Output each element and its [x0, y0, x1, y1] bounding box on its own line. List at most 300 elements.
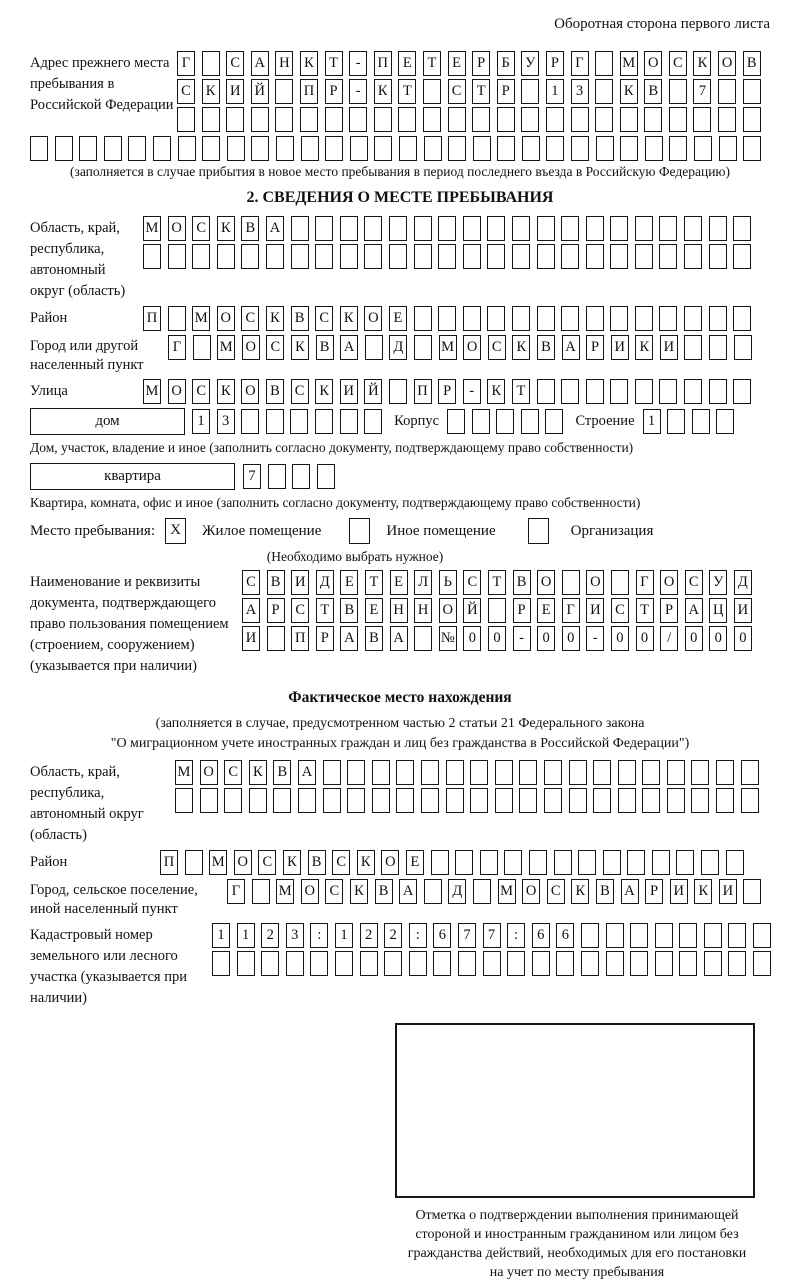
- char-cell[interactable]: У: [521, 51, 539, 76]
- char-cell[interactable]: О: [537, 570, 555, 595]
- char-cell[interactable]: [310, 951, 328, 976]
- char-cell[interactable]: Е: [537, 598, 555, 623]
- char-cell[interactable]: [684, 244, 702, 269]
- char-cell[interactable]: [168, 306, 186, 331]
- char-cell[interactable]: [421, 788, 439, 813]
- char-cell[interactable]: [741, 760, 759, 785]
- char-cell[interactable]: [446, 760, 464, 785]
- char-cell[interactable]: [273, 788, 291, 813]
- checkbox-zhiloe[interactable]: X: [165, 518, 186, 544]
- char-cell[interactable]: П: [374, 51, 392, 76]
- char-cell[interactable]: В: [267, 570, 285, 595]
- char-cell[interactable]: [340, 216, 358, 241]
- char-cell[interactable]: [733, 306, 751, 331]
- char-cell[interactable]: [545, 409, 563, 434]
- char-cell[interactable]: [507, 951, 525, 976]
- char-cell[interactable]: [635, 379, 653, 404]
- char-cell[interactable]: [488, 598, 506, 623]
- char-cell[interactable]: [655, 923, 673, 948]
- char-cell[interactable]: [193, 335, 211, 360]
- char-cell[interactable]: [595, 107, 613, 132]
- char-cell[interactable]: А: [251, 51, 269, 76]
- char-cell[interactable]: Н: [414, 598, 432, 623]
- char-cell[interactable]: [473, 136, 491, 161]
- char-cell[interactable]: Р: [660, 598, 678, 623]
- char-cell[interactable]: К: [571, 879, 589, 904]
- char-cell[interactable]: [374, 107, 392, 132]
- char-cell[interactable]: [414, 244, 432, 269]
- char-cell[interactable]: [743, 107, 761, 132]
- char-cell[interactable]: [446, 788, 464, 813]
- char-cell[interactable]: [716, 788, 734, 813]
- char-cell[interactable]: 0: [562, 626, 580, 651]
- char-cell[interactable]: [267, 626, 285, 651]
- char-cell[interactable]: [644, 107, 662, 132]
- char-cell[interactable]: П: [414, 379, 432, 404]
- char-cell[interactable]: Л: [414, 570, 432, 595]
- char-cell[interactable]: [104, 136, 122, 161]
- char-cell[interactable]: [431, 850, 449, 875]
- char-cell[interactable]: Г: [636, 570, 654, 595]
- char-cell[interactable]: И: [340, 379, 358, 404]
- char-cell[interactable]: [743, 136, 761, 161]
- char-cell[interactable]: [398, 107, 416, 132]
- char-cell[interactable]: Г: [227, 879, 245, 904]
- char-cell[interactable]: [448, 107, 466, 132]
- char-cell[interactable]: [554, 850, 572, 875]
- char-cell[interactable]: [349, 107, 367, 132]
- char-cell[interactable]: С: [325, 879, 343, 904]
- char-cell[interactable]: И: [611, 335, 629, 360]
- char-cell[interactable]: М: [620, 51, 638, 76]
- char-cell[interactable]: О: [381, 850, 399, 875]
- char-cell[interactable]: В: [316, 335, 334, 360]
- char-cell[interactable]: [679, 951, 697, 976]
- char-cell[interactable]: В: [266, 379, 284, 404]
- char-cell[interactable]: М: [217, 335, 235, 360]
- char-cell[interactable]: [472, 409, 490, 434]
- char-cell[interactable]: Й: [251, 79, 269, 104]
- char-cell[interactable]: [268, 464, 286, 489]
- char-cell[interactable]: [438, 244, 456, 269]
- char-cell[interactable]: [423, 79, 441, 104]
- char-cell[interactable]: В: [644, 79, 662, 104]
- char-cell[interactable]: [709, 379, 727, 404]
- char-cell[interactable]: [667, 409, 685, 434]
- char-cell[interactable]: [315, 216, 333, 241]
- char-cell[interactable]: [546, 107, 564, 132]
- char-cell[interactable]: С: [177, 79, 195, 104]
- char-cell[interactable]: [618, 760, 636, 785]
- char-cell[interactable]: А: [298, 760, 316, 785]
- char-cell[interactable]: Р: [546, 51, 564, 76]
- char-cell[interactable]: [414, 306, 432, 331]
- char-cell[interactable]: Г: [571, 51, 589, 76]
- char-cell[interactable]: [704, 951, 722, 976]
- char-cell[interactable]: 1: [212, 923, 230, 948]
- char-cell[interactable]: [315, 409, 333, 434]
- char-cell[interactable]: Т: [316, 598, 334, 623]
- char-cell[interactable]: [537, 379, 555, 404]
- char-cell[interactable]: Р: [316, 626, 334, 651]
- char-cell[interactable]: [596, 136, 614, 161]
- char-cell[interactable]: [561, 216, 579, 241]
- char-cell[interactable]: [447, 409, 465, 434]
- char-cell[interactable]: [237, 951, 255, 976]
- char-cell[interactable]: И: [734, 598, 752, 623]
- char-cell[interactable]: [463, 216, 481, 241]
- char-cell[interactable]: [241, 409, 259, 434]
- char-cell[interactable]: М: [439, 335, 457, 360]
- char-cell[interactable]: [635, 244, 653, 269]
- char-cell[interactable]: С: [448, 79, 466, 104]
- char-cell[interactable]: [414, 626, 432, 651]
- char-cell[interactable]: [733, 244, 751, 269]
- char-cell[interactable]: [448, 136, 466, 161]
- char-cell[interactable]: [669, 107, 687, 132]
- char-cell[interactable]: [521, 79, 539, 104]
- char-cell[interactable]: [177, 107, 195, 132]
- char-cell[interactable]: О: [522, 879, 540, 904]
- char-cell[interactable]: [347, 788, 365, 813]
- char-cell[interactable]: [192, 244, 210, 269]
- char-cell[interactable]: [546, 136, 564, 161]
- char-cell[interactable]: [251, 107, 269, 132]
- char-cell[interactable]: [630, 951, 648, 976]
- char-cell[interactable]: [364, 409, 382, 434]
- char-cell[interactable]: [202, 51, 220, 76]
- char-cell[interactable]: -: [349, 79, 367, 104]
- char-cell[interactable]: [335, 951, 353, 976]
- char-cell[interactable]: [521, 107, 539, 132]
- char-cell[interactable]: М: [192, 306, 210, 331]
- char-cell[interactable]: 6: [556, 923, 574, 948]
- char-cell[interactable]: П: [160, 850, 178, 875]
- char-cell[interactable]: [128, 136, 146, 161]
- char-cell[interactable]: [224, 788, 242, 813]
- char-cell[interactable]: Р: [325, 79, 343, 104]
- char-cell[interactable]: К: [249, 760, 267, 785]
- char-cell[interactable]: С: [463, 570, 481, 595]
- char-cell[interactable]: /: [660, 626, 678, 651]
- char-cell[interactable]: Т: [325, 51, 343, 76]
- char-cell[interactable]: Е: [390, 570, 408, 595]
- char-cell[interactable]: К: [512, 335, 530, 360]
- char-cell[interactable]: [716, 760, 734, 785]
- char-cell[interactable]: И: [586, 598, 604, 623]
- char-cell[interactable]: М: [276, 879, 294, 904]
- char-cell[interactable]: [212, 951, 230, 976]
- char-cell[interactable]: [423, 107, 441, 132]
- char-cell[interactable]: И: [291, 570, 309, 595]
- char-cell[interactable]: [519, 760, 537, 785]
- char-cell[interactable]: [497, 136, 515, 161]
- char-cell[interactable]: Е: [340, 570, 358, 595]
- char-cell[interactable]: Й: [364, 379, 382, 404]
- char-cell[interactable]: [470, 760, 488, 785]
- char-cell[interactable]: К: [300, 51, 318, 76]
- char-cell[interactable]: 7: [243, 464, 261, 489]
- char-cell[interactable]: [569, 760, 587, 785]
- char-cell[interactable]: [350, 136, 368, 161]
- char-cell[interactable]: В: [596, 879, 614, 904]
- char-cell[interactable]: -: [586, 626, 604, 651]
- char-cell[interactable]: С: [192, 216, 210, 241]
- char-cell[interactable]: Д: [389, 335, 407, 360]
- char-cell[interactable]: И: [660, 335, 678, 360]
- char-cell[interactable]: 0: [734, 626, 752, 651]
- char-cell[interactable]: В: [241, 216, 259, 241]
- char-cell[interactable]: :: [507, 923, 525, 948]
- char-cell[interactable]: [655, 951, 673, 976]
- char-cell[interactable]: О: [234, 850, 252, 875]
- char-cell[interactable]: П: [143, 306, 161, 331]
- char-cell[interactable]: [292, 464, 310, 489]
- char-cell[interactable]: [676, 850, 694, 875]
- char-cell[interactable]: А: [621, 879, 639, 904]
- char-cell[interactable]: [298, 788, 316, 813]
- char-cell[interactable]: [652, 850, 670, 875]
- char-cell[interactable]: М: [175, 760, 193, 785]
- char-cell[interactable]: [684, 306, 702, 331]
- char-cell[interactable]: [286, 951, 304, 976]
- char-cell[interactable]: [497, 107, 515, 132]
- char-cell[interactable]: Г: [168, 335, 186, 360]
- char-cell[interactable]: [669, 79, 687, 104]
- char-cell[interactable]: [360, 951, 378, 976]
- char-cell[interactable]: [603, 850, 621, 875]
- char-cell[interactable]: :: [310, 923, 328, 948]
- char-cell[interactable]: 1: [335, 923, 353, 948]
- char-cell[interactable]: Е: [448, 51, 466, 76]
- char-cell[interactable]: [168, 244, 186, 269]
- char-cell[interactable]: К: [635, 335, 653, 360]
- char-cell[interactable]: [556, 951, 574, 976]
- char-cell[interactable]: О: [200, 760, 218, 785]
- char-cell[interactable]: Ц: [709, 598, 727, 623]
- char-cell[interactable]: С: [315, 306, 333, 331]
- char-cell[interactable]: [504, 850, 522, 875]
- char-cell[interactable]: [323, 788, 341, 813]
- char-cell[interactable]: [659, 216, 677, 241]
- char-cell[interactable]: 3: [286, 923, 304, 948]
- char-cell[interactable]: 0: [611, 626, 629, 651]
- char-cell[interactable]: Г: [177, 51, 195, 76]
- char-cell[interactable]: [718, 79, 736, 104]
- char-cell[interactable]: С: [226, 51, 244, 76]
- char-cell[interactable]: В: [743, 51, 761, 76]
- char-cell[interactable]: [627, 850, 645, 875]
- char-cell[interactable]: [728, 923, 746, 948]
- char-cell[interactable]: [496, 409, 514, 434]
- char-cell[interactable]: [389, 379, 407, 404]
- char-cell[interactable]: [323, 760, 341, 785]
- char-cell[interactable]: И: [242, 626, 260, 651]
- char-cell[interactable]: [202, 136, 220, 161]
- char-cell[interactable]: [544, 788, 562, 813]
- char-cell[interactable]: [586, 216, 604, 241]
- char-cell[interactable]: [463, 244, 481, 269]
- char-cell[interactable]: М: [143, 216, 161, 241]
- char-cell[interactable]: [709, 216, 727, 241]
- char-cell[interactable]: [487, 216, 505, 241]
- char-cell[interactable]: [291, 244, 309, 269]
- char-cell[interactable]: Р: [497, 79, 515, 104]
- char-cell[interactable]: 6: [532, 923, 550, 948]
- char-cell[interactable]: [728, 951, 746, 976]
- char-cell[interactable]: [473, 879, 491, 904]
- char-cell[interactable]: [669, 136, 687, 161]
- char-cell[interactable]: [733, 216, 751, 241]
- kvartira-type-box[interactable]: квартира: [30, 463, 235, 490]
- char-cell[interactable]: А: [562, 335, 580, 360]
- char-cell[interactable]: [642, 788, 660, 813]
- char-cell[interactable]: [635, 306, 653, 331]
- char-cell[interactable]: [185, 850, 203, 875]
- char-cell[interactable]: Б: [497, 51, 515, 76]
- char-cell[interactable]: Т: [423, 51, 441, 76]
- char-cell[interactable]: [226, 107, 244, 132]
- char-cell[interactable]: М: [498, 879, 516, 904]
- char-cell[interactable]: С: [685, 570, 703, 595]
- char-cell[interactable]: [562, 570, 580, 595]
- char-cell[interactable]: [684, 216, 702, 241]
- char-cell[interactable]: К: [357, 850, 375, 875]
- char-cell[interactable]: К: [315, 379, 333, 404]
- char-cell[interactable]: [716, 409, 734, 434]
- char-cell[interactable]: [578, 850, 596, 875]
- char-cell[interactable]: Е: [365, 598, 383, 623]
- char-cell[interactable]: 2: [384, 923, 402, 948]
- char-cell[interactable]: [537, 306, 555, 331]
- char-cell[interactable]: [610, 379, 628, 404]
- char-cell[interactable]: О: [301, 879, 319, 904]
- char-cell[interactable]: [325, 107, 343, 132]
- char-cell[interactable]: [606, 923, 624, 948]
- char-cell[interactable]: [726, 850, 744, 875]
- char-cell[interactable]: К: [291, 335, 309, 360]
- char-cell[interactable]: А: [390, 626, 408, 651]
- char-cell[interactable]: [642, 760, 660, 785]
- char-cell[interactable]: [586, 306, 604, 331]
- char-cell[interactable]: [561, 306, 579, 331]
- char-cell[interactable]: [364, 216, 382, 241]
- char-cell[interactable]: [544, 760, 562, 785]
- char-cell[interactable]: [659, 379, 677, 404]
- char-cell[interactable]: 0: [685, 626, 703, 651]
- char-cell[interactable]: [719, 136, 737, 161]
- char-cell[interactable]: [396, 788, 414, 813]
- char-cell[interactable]: [741, 788, 759, 813]
- char-cell[interactable]: [659, 306, 677, 331]
- char-cell[interactable]: [384, 951, 402, 976]
- char-cell[interactable]: В: [375, 879, 393, 904]
- char-cell[interactable]: С: [242, 570, 260, 595]
- char-cell[interactable]: [610, 244, 628, 269]
- char-cell[interactable]: 0: [463, 626, 481, 651]
- char-cell[interactable]: [734, 335, 752, 360]
- char-cell[interactable]: [667, 760, 685, 785]
- char-cell[interactable]: [389, 244, 407, 269]
- char-cell[interactable]: В: [273, 760, 291, 785]
- char-cell[interactable]: [143, 244, 161, 269]
- char-cell[interactable]: А: [399, 879, 417, 904]
- char-cell[interactable]: [421, 760, 439, 785]
- char-cell[interactable]: [483, 951, 501, 976]
- char-cell[interactable]: [266, 244, 284, 269]
- char-cell[interactable]: [372, 788, 390, 813]
- char-cell[interactable]: [571, 136, 589, 161]
- char-cell[interactable]: К: [202, 79, 220, 104]
- char-cell[interactable]: [438, 306, 456, 331]
- char-cell[interactable]: [691, 788, 709, 813]
- char-cell[interactable]: [252, 879, 270, 904]
- checkbox-org[interactable]: [528, 518, 549, 544]
- char-cell[interactable]: [389, 216, 407, 241]
- char-cell[interactable]: П: [291, 626, 309, 651]
- char-cell[interactable]: [512, 306, 530, 331]
- char-cell[interactable]: С: [224, 760, 242, 785]
- char-cell[interactable]: [325, 136, 343, 161]
- char-cell[interactable]: 1: [643, 409, 661, 434]
- char-cell[interactable]: С: [192, 379, 210, 404]
- char-cell[interactable]: [529, 850, 547, 875]
- char-cell[interactable]: А: [242, 598, 260, 623]
- char-cell[interactable]: [571, 107, 589, 132]
- char-cell[interactable]: [424, 136, 442, 161]
- char-cell[interactable]: [487, 244, 505, 269]
- char-cell[interactable]: К: [694, 879, 712, 904]
- char-cell[interactable]: Ь: [439, 570, 457, 595]
- char-cell[interactable]: [532, 951, 550, 976]
- char-cell[interactable]: [635, 216, 653, 241]
- char-cell[interactable]: С: [291, 379, 309, 404]
- char-cell[interactable]: [202, 107, 220, 132]
- char-cell[interactable]: [718, 107, 736, 132]
- char-cell[interactable]: О: [168, 216, 186, 241]
- char-cell[interactable]: Д: [448, 879, 466, 904]
- char-cell[interactable]: К: [217, 216, 235, 241]
- char-cell[interactable]: Е: [398, 51, 416, 76]
- char-cell[interactable]: [261, 951, 279, 976]
- char-cell[interactable]: Н: [390, 598, 408, 623]
- char-cell[interactable]: [709, 244, 727, 269]
- char-cell[interactable]: С: [547, 879, 565, 904]
- char-cell[interactable]: [709, 306, 727, 331]
- char-cell[interactable]: [276, 136, 294, 161]
- char-cell[interactable]: [200, 788, 218, 813]
- char-cell[interactable]: [645, 136, 663, 161]
- char-cell[interactable]: В: [308, 850, 326, 875]
- char-cell[interactable]: [610, 306, 628, 331]
- char-cell[interactable]: [463, 306, 481, 331]
- char-cell[interactable]: В: [365, 626, 383, 651]
- char-cell[interactable]: Д: [316, 570, 334, 595]
- char-cell[interactable]: К: [283, 850, 301, 875]
- char-cell[interactable]: Р: [586, 335, 604, 360]
- char-cell[interactable]: [424, 879, 442, 904]
- char-cell[interactable]: С: [266, 335, 284, 360]
- char-cell[interactable]: В: [340, 598, 358, 623]
- char-cell[interactable]: [569, 788, 587, 813]
- dom-type-box[interactable]: дом: [30, 408, 185, 435]
- char-cell[interactable]: [266, 409, 284, 434]
- char-cell[interactable]: [606, 951, 624, 976]
- char-cell[interactable]: [275, 79, 293, 104]
- char-cell[interactable]: [522, 136, 540, 161]
- char-cell[interactable]: О: [439, 598, 457, 623]
- char-cell[interactable]: Р: [472, 51, 490, 76]
